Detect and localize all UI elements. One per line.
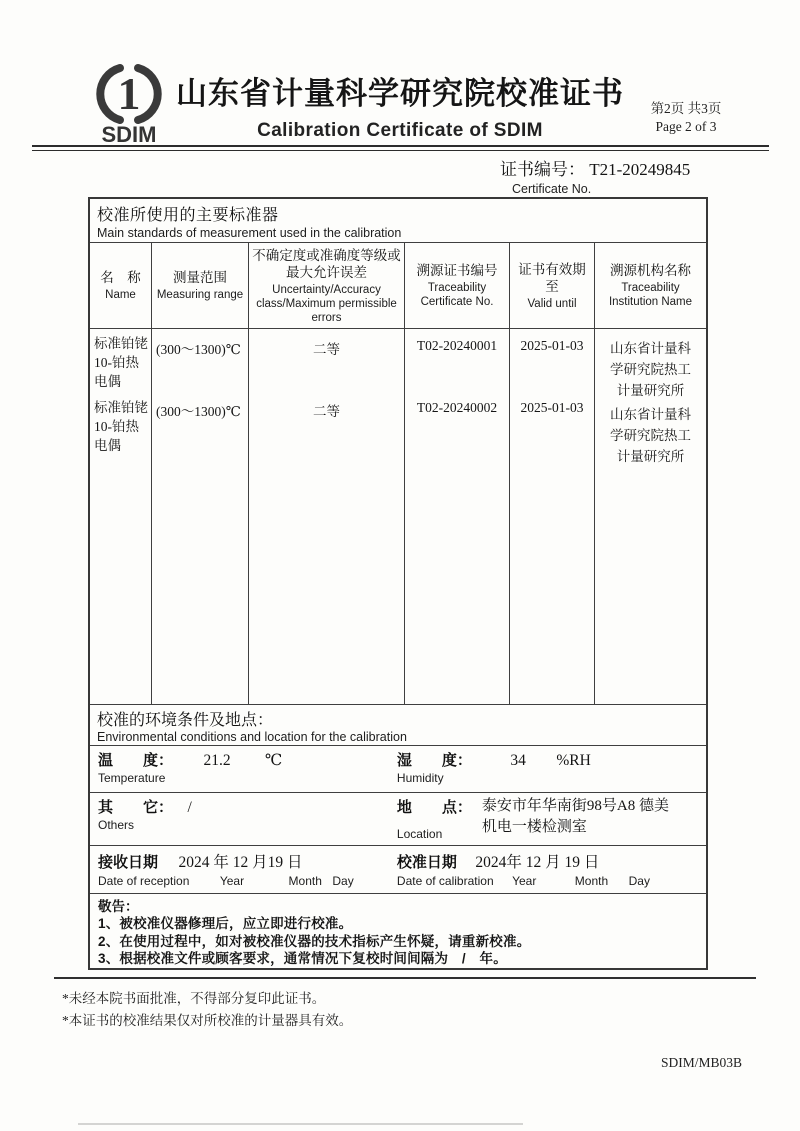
calibration-label-en: Date of calibration — [396, 874, 494, 888]
column-header-traceability-cert-no: 溯源证书编号 Traceability Certificate No. — [405, 243, 510, 328]
body-col-cert-no — [405, 329, 510, 704]
column-header-uncertainty: 不确定度或准确度等级或最大允许误差 Uncertainty/Accuracy class/Maximum permissible errors — [249, 243, 405, 328]
body-col-range — [152, 329, 249, 704]
table-row: 山东省计量科学研究院热工计量研究所 — [610, 407, 691, 464]
column-header-measuring-range: 测量范围 Measuring range — [152, 243, 249, 328]
humidity-label-en: Humidity — [396, 771, 444, 785]
remark-item-2: 2、在使用过程中，如对被校准仪器的技术指标产生怀疑，请重新校准。 — [98, 933, 531, 949]
reception-month-en: Month — [288, 874, 322, 888]
humidity-label-zh: 湿 度： — [396, 752, 472, 769]
header-divider — [32, 145, 769, 151]
humidity-cell — [395, 746, 706, 792]
footer-divider — [54, 977, 756, 979]
humidity-value: 34 — [510, 752, 526, 769]
certificate-title-en: Calibration Certificate of SDIM — [257, 120, 543, 141]
others-label-en: Others — [98, 818, 135, 832]
location-label-zh: 地 点： — [396, 799, 472, 816]
calibration-month-en: Month — [574, 874, 609, 888]
certificate-number-block — [500, 155, 690, 196]
header-title-block — [175, 68, 625, 142]
others-cell — [90, 793, 395, 845]
others-value: / — [187, 799, 192, 816]
sdim-emblem-icon — [84, 62, 176, 146]
page-indicator-en: Page 2 of 3 — [655, 119, 717, 134]
humidity-unit: %RH — [556, 752, 591, 769]
page-indicator-zh: 第2页 共3页 — [650, 101, 722, 116]
table-row: 标准铂铑10-铂热电偶 — [94, 400, 148, 453]
table-row: 标准铂铑10-铂热电偶 — [94, 336, 148, 389]
logo-wordmark: SDIM — [101, 122, 157, 146]
page-indicator — [636, 100, 736, 136]
location-cell — [395, 793, 706, 845]
reception-date-value: 2024 年 12 月19 日 — [178, 854, 303, 871]
reception-date-cell — [90, 850, 395, 893]
remarks-title: 敬告： — [98, 899, 139, 914]
footnote-2: *本证书的校准结果仅对所校准的计量器具有效。 — [62, 1013, 353, 1028]
standards-section-title — [90, 199, 706, 243]
certificate-number-value: T21-20249845 — [589, 160, 691, 179]
column-header-valid-until: 证书有效期至 Valid until — [510, 243, 595, 328]
calibration-table — [88, 197, 708, 970]
temperature-cell — [90, 746, 395, 792]
location-label-en: Location — [396, 827, 443, 841]
body-col-name — [90, 329, 152, 704]
reception-labels-en — [98, 872, 395, 890]
standards-body — [90, 329, 706, 705]
calibration-date-value: 2024年 12 月 19 日 — [475, 854, 600, 871]
reception-label-en: Date of reception — [98, 874, 190, 888]
body-col-valid-until — [510, 329, 595, 704]
column-header-name: 名 称 Name — [90, 243, 152, 328]
certificate-number-line — [500, 155, 690, 180]
reception-label-zh: 接收日期 — [98, 854, 159, 871]
column-header-institution: 溯源机构名称 Traceability Institution Name — [608, 263, 693, 308]
certificate-number-label-zh: 证书编号： — [500, 160, 585, 179]
table-row: T02-20240002 — [416, 400, 498, 415]
standards-title-zh: 校准所使用的主要标准器 — [97, 207, 279, 224]
others-label-zh: 其 它： — [98, 799, 174, 816]
calibration-day-en: Day — [628, 874, 650, 888]
footnotes — [62, 988, 352, 1032]
reception-day-en: Day — [332, 874, 354, 888]
location-labels — [397, 796, 472, 841]
others-location-row — [90, 793, 706, 846]
temperature-label-en: Temperature — [98, 771, 166, 785]
temperature-unit: ℃ — [265, 752, 283, 769]
temperature-humidity-row — [90, 746, 706, 793]
form-code: SDIM/MB03B — [660, 1055, 742, 1070]
scan-edge-artifact — [78, 1123, 523, 1125]
standards-header-row — [90, 243, 706, 329]
reception-year-en: Year — [219, 874, 245, 888]
temperature-label-zh: 温 度： — [98, 752, 174, 769]
table-row: (300～1300)℃ — [156, 404, 241, 419]
logo-numeral: 1 — [117, 68, 141, 119]
environment-title-en: Environmental conditions and location for the calibration — [97, 730, 407, 744]
table-row: 二等 — [313, 404, 340, 419]
dates-row — [90, 846, 706, 894]
certificate-number-label-en: Certificate No. — [512, 182, 592, 196]
temperature-value: 21.2 — [203, 752, 231, 769]
environment-section-title — [90, 705, 706, 746]
calibration-label-zh: 校准日期 — [396, 854, 457, 871]
table-row: T02-20240001 — [416, 338, 498, 353]
calibration-labels-en — [397, 872, 706, 890]
remark-item-1: 1、被校准仪器修理后，应立即进行校准。 — [98, 916, 353, 931]
table-row: 二等 — [313, 342, 340, 357]
calibration-year-en: Year — [512, 874, 537, 888]
certificate-title-zh: 山东省计量科学研究院校准证书 — [176, 76, 624, 111]
body-col-institution — [595, 329, 706, 704]
logo-right-crescent — [138, 68, 158, 120]
location-value: 泰安市年华南街98号A8 德美机电一楼检测室 — [481, 798, 670, 835]
body-col-accuracy — [249, 329, 405, 704]
environment-title-zh: 校准的环境条件及地点： — [97, 712, 274, 729]
table-row: 2025-01-03 — [520, 338, 584, 353]
table-row: (300～1300)℃ — [156, 342, 241, 357]
table-row: 2025-01-03 — [520, 400, 584, 415]
remark-item-3: 3、根据校准文件或顾客要求，通常情况下复校时间间隔为 / 年。 — [98, 951, 507, 966]
sdim-logo — [84, 62, 176, 151]
footnote-1: *未经本院书面批准，不得部分复印此证书。 — [62, 991, 326, 1006]
table-row: 山东省计量科学研究院热工计量研究所 — [610, 341, 691, 398]
standards-title-en: Main standards of measurement used in the calibration — [97, 226, 402, 240]
remarks-section — [90, 894, 706, 968]
calibration-date-cell — [395, 850, 706, 893]
